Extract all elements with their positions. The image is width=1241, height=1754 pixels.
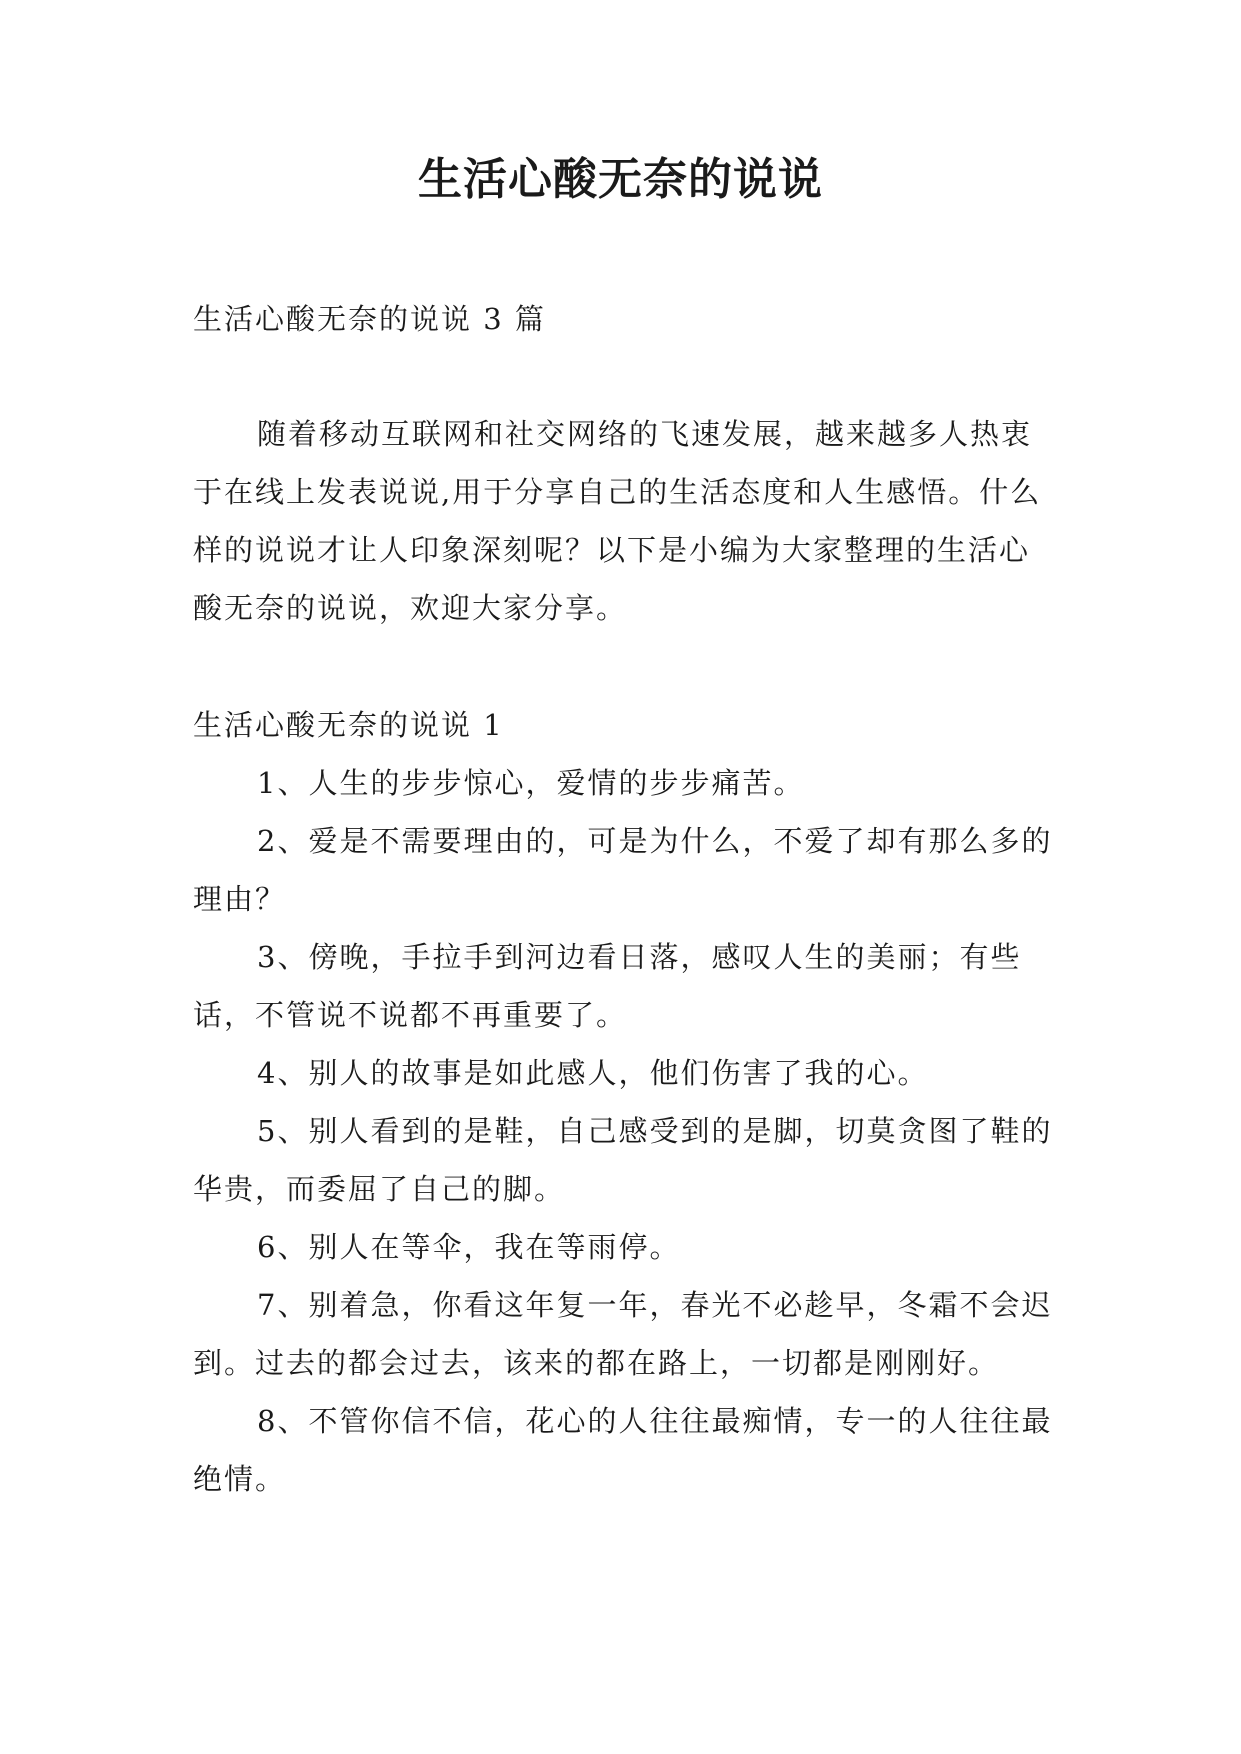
list-item: 1、人生的步步惊心，爱情的步步痛苦。: [257, 766, 805, 800]
document-title: 生活心酸无奈的说说: [418, 154, 823, 205]
section-1: [193, 696, 1053, 1508]
list-item: 7、别着急，你看这年复一年，春光不必趁早，冬霜不会迟到。过去的都会过去，该来的都在路上，一切都是刚刚好。: [193, 1288, 1053, 1380]
list-item: 6、别人在等伞，我在等雨停。: [257, 1230, 681, 1264]
document-subtitle: 生活心酸无奈的说说 3 篇: [193, 302, 546, 336]
list-item: 2、爱是不需要理由的，可是为什么，不爱了却有那么多的理由？: [193, 824, 1053, 916]
section-heading: 生活心酸无奈的说说 1: [193, 708, 504, 742]
intro-paragraph: 随着移动互联网和社交网络的飞速发展，越来越多人热衷于在线上发表说说,用于分享自己的生活态度和人生感悟。什么样的说说才让人印象深刻呢？以下是小编为大家整理的生活心酸无奈的说说，欢迎大家分享。: [193, 417, 1042, 625]
list-item: 3、傍晚，手拉手到河边看日落，感叹人生的美丽；有些话，不管说不说都不再重要了。: [193, 940, 1022, 1032]
list-item: 4、别人的故事是如此感人，他们伤害了我的心。: [257, 1056, 929, 1090]
list-item: 5、别人看到的是鞋，自己感受到的是脚，切莫贪图了鞋的华贵，而委屈了自己的脚。: [193, 1114, 1053, 1206]
list-item: 8、不管你信不信，花心的人往往最痴情，专一的人往往最绝情。: [193, 1404, 1053, 1496]
